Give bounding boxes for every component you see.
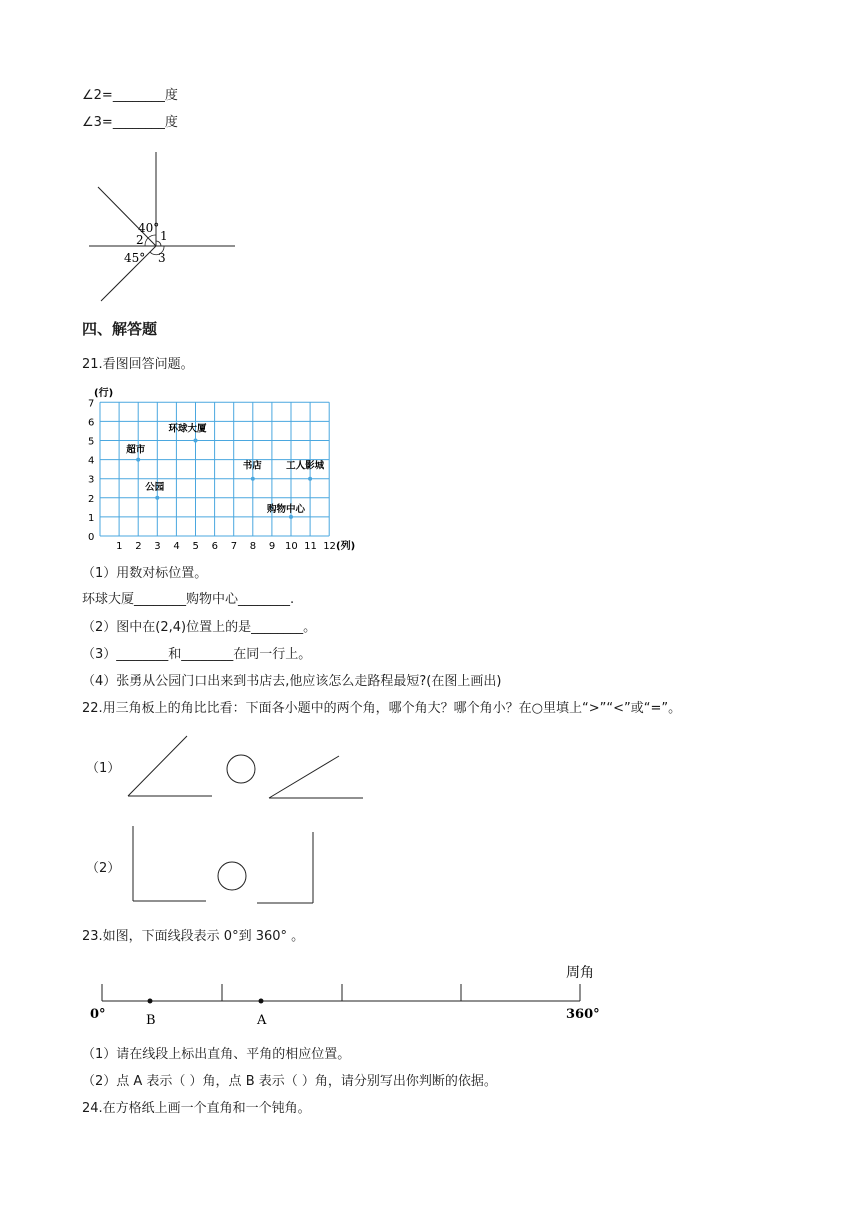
place-label: 书店 xyxy=(242,460,262,472)
label-40: 40° xyxy=(138,221,160,235)
row-tick-label: 3 xyxy=(88,474,95,486)
label-1: 1 xyxy=(160,229,168,243)
row-tick-label: 2 xyxy=(88,493,95,505)
q21-stem: 21.看图回答问题。 xyxy=(82,357,194,372)
q22-stem: 22.用三角板上的角比比看：下面各小题中的两个角，哪个角大？哪个角小？在○里填上“>”“<”或“=”。 xyxy=(82,701,682,716)
col-tick-label: 4 xyxy=(173,541,180,552)
start-label: 0° xyxy=(90,1007,106,1022)
place-label: 购物中心 xyxy=(267,503,306,515)
section-title: 四、解答题 xyxy=(82,320,158,338)
row-tick-label: 0 xyxy=(88,532,95,543)
q22-label2: （2） xyxy=(86,861,121,876)
point-a xyxy=(259,999,264,1004)
end-label: 360° xyxy=(566,1007,600,1022)
col-tick-label: 3 xyxy=(154,541,161,552)
q21-part1-blanks: 环球大厦________购物中心________. xyxy=(82,592,295,607)
label-45: 45° xyxy=(124,251,146,265)
row-tick-label: 5 xyxy=(88,436,95,448)
angle3-question: ∠3=________度 xyxy=(82,115,178,130)
col-tick-label: 11 xyxy=(304,541,317,552)
full-angle-label: 周角 xyxy=(566,965,594,981)
row-axis-label: (行) xyxy=(94,388,114,399)
place-label: 超市 xyxy=(126,444,146,456)
q23-part2: （2）点 A 表示（ ）角，点 B 表示（ ）角，请分别写出你判断的依据。 xyxy=(82,1074,497,1089)
q21-part1: （1）用数对标位置。 xyxy=(82,566,208,581)
col-tick-label: 5 xyxy=(192,541,199,552)
col-tick-label: 12 xyxy=(323,541,336,552)
q23-part1: （1）请在线段上标出直角、平角的相应位置。 xyxy=(82,1047,351,1062)
col-axis-label: (列) xyxy=(336,541,356,552)
place-label: 公园 xyxy=(145,481,165,493)
q21-part3: （3）________和________在同一行上。 xyxy=(82,647,312,662)
label-3: 3 xyxy=(158,251,166,265)
col-tick-label: 6 xyxy=(211,541,218,552)
col-tick-label: 8 xyxy=(249,541,257,552)
row-tick-label: 4 xyxy=(88,455,95,467)
col-tick-label: 1 xyxy=(116,541,123,552)
place-label: 工人影城 xyxy=(286,460,325,472)
row-tick-label: 7 xyxy=(88,398,95,410)
point-a-label: A xyxy=(257,1013,267,1028)
q24-stem: 24.在方格纸上画一个直角和一个钝角。 xyxy=(82,1101,311,1116)
row-tick-label: 1 xyxy=(88,512,95,524)
label-2: 2 xyxy=(136,233,144,247)
place-label: 环球大厦 xyxy=(168,423,207,435)
row-tick-label: 6 xyxy=(88,417,95,429)
point-b-label: B xyxy=(146,1013,156,1028)
col-tick-label: 9 xyxy=(268,541,276,552)
col-tick-label: 7 xyxy=(230,541,238,552)
col-tick-label: 2 xyxy=(135,541,142,552)
q21-part2: （2）图中在(2,4)位置上的是________。 xyxy=(82,620,317,635)
q23-stem: 23.如图，下面线段表示 0°到 360° 。 xyxy=(82,929,305,944)
angle2-question: ∠2=________度 xyxy=(82,88,178,103)
col-tick-label: 10 xyxy=(285,541,298,552)
point-b xyxy=(148,999,153,1004)
q21-part4: （4）张勇从公园门口出来到书店去,他应该怎么走路程最短?(在图上画出) xyxy=(82,674,502,689)
q22-label1: （1） xyxy=(86,761,121,776)
